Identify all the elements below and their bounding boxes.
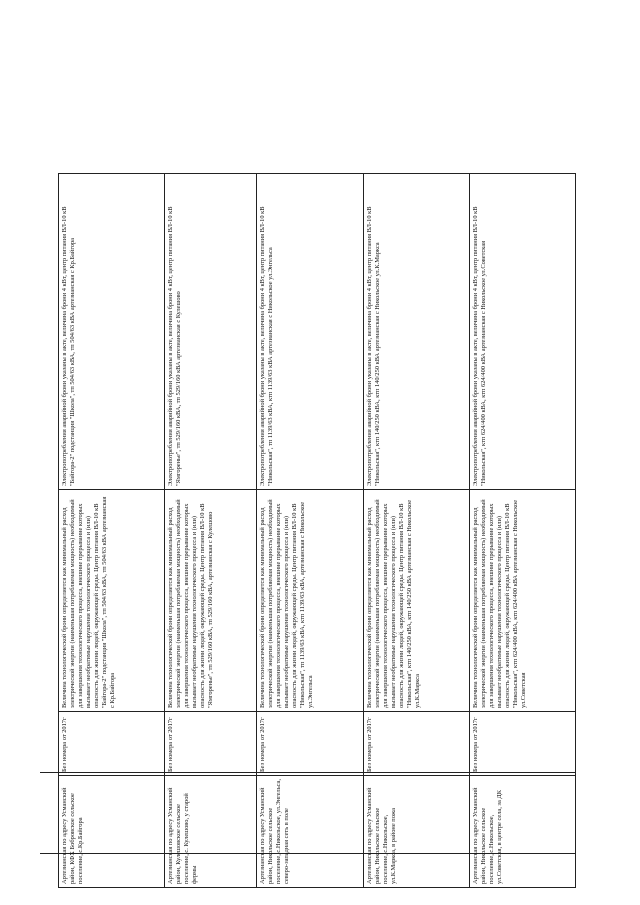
period-cell: Без номера от 2017г xyxy=(257,712,363,776)
boundary-cell: Величина технологической брони определяется как минимальный расход электрической энергии (наименьшая потребляемая мощность) необходимый для завершения технологического процесса, внешние прерывание которых вызывает необратимые нарушения технологического процесса и (или) опасность для жизни людей, окружающей среды. Центр питания ВЛ-10 кВ "Никольская", тп 1139/63 кВА, ктп 1139/63 кВА, артезианская с Никольское ул.Энгельса xyxy=(257,490,363,712)
period-cell: Без номера от 2017г xyxy=(59,712,165,776)
object-cell: Артезианская по адресу Усманский район, Никольское сельское поселение, с.Никольское, ул.Советская, в центре села, за ДК xyxy=(469,776,575,888)
table-row xyxy=(165,174,257,888)
armor-table xyxy=(58,173,576,888)
table-row xyxy=(257,174,363,888)
rotated-table xyxy=(58,174,576,888)
period-cell: Без номера от 2017г xyxy=(469,712,575,776)
object-cell: Артезианская по адресу Усманский район, Кулешовское сельское поселение, с. Кулешово, у старой фермы xyxy=(165,776,257,888)
armor-cell: Электропотребления аварийной брони указаны в акте, величина брони 4 кВт, центр питания ВЛ-10 кВ "Никольская", тп 1139/63 кВА, ктп 1139/63 кВА артезианская с Никольское ул.Энгельса xyxy=(257,174,363,490)
boundary-cell: Величина технологической брони определяется как минимальный расход электрической энергии (наименьшая потребляемая мощность) необходимый для завершения технологического процесса, внешние прерывание которых вызывает необратимые нарушения технологического процесса и (или) опасность для жизни людей, окружающей среды. Центр питания ВЛ-10 кВ "Никольская", ктп 624/400 кВА, ктп 624/400 кВА артезианская с Никольское ул.Советская xyxy=(469,490,575,712)
boundary-cell: Величина технологической брони определяется как минимальный расход электрической энергии (наименьшая потребляемая мощность) необходимый для завершения технологического процесса, внешние прерывание которых вызывает необратимые нарушения технологического процесса и (или) опасность для жизни людей, окружающей среды. Центр питания ВЛ-10 кВ "Ямгоренье", тп 529/160 кВА, тп 529/160 кВА, артезианская с Кулешово xyxy=(165,490,257,712)
period-cell: Без номера от 2017г xyxy=(363,712,469,776)
boundary-cell: Величина технологической брони определяется как минимальный расход электрической энергии (наименьшая потребляемая мощность) необходимый для завершения технологического процесса, внешние прерывание которых вызывает необратимые нарушения технологического процесса и (или) опасность для жизни людей, окружающей среды. Центр питания ВЛ-10 кВ "Байгора-2" подстанция "Школа", тп 504/63 кВА, тп 504/63 кВА артезианская с Кр.Байгора xyxy=(59,490,165,712)
armor-cell: Электропотребления аварийной брони указаны в акте, величина брони 4 кВт, центр питания ВЛ-10 кВ "Ямгоренье", тп 529/160 кВА, тп 529/160 кВА артезианская с Кулешово xyxy=(165,174,257,490)
armor-cell: Электропотребления аварийной брони указаны в акте, величина брони 4 кВт, центр питания ВЛ-10 кВ "Никольская", ктп 140/250 кВА, ктп 140/250 кВА артезианская с Никольское ул.К.Маркса xyxy=(363,174,469,490)
boundary-cell: Величина технологической брони определяется как минимальный расход электрической энергии (наименьшая потребляемая мощность) необходимый для завершения технологического процесса, внешние прерывание которых вызывает необратимые нарушения технологического процесса и (или) опасность для жизни людей, окружающей среды. Центр питания ВЛ-10 кВ "Никольская", ктп 140/250 кВА, ктп 140/250 кВА артезианская с Никольское ул.К.Маркса xyxy=(363,490,469,712)
table-row xyxy=(59,174,165,888)
object-cell: Артезианская по адресу Усманский район, Никольское сельское поселение, с.Никольское, ул.К.Маркса, в районе пожа xyxy=(363,776,469,888)
period-cell: Без номера от 2017г xyxy=(165,712,257,776)
table-row xyxy=(469,174,575,888)
table-row xyxy=(363,174,469,888)
object-cell: Артезианская по адресу Усманский район, Никольское сельское поселение, с.Никольское, ул.Энгельса, северо-западная сеть в поле xyxy=(257,776,363,888)
object-cell: Артезианская по адресу Усманский район, КФХ Бобровское сельское поселение, с.Кр.Байгора xyxy=(59,776,165,888)
armor-cell: Электропотребления аварийной брони указаны в акте, величина брони 4 кВт, центр питания ВЛ-10 кВ "Никольская", ктп 624/400 кВА, ктп 624/400 кВА артезианская с Никольское ул.Советская xyxy=(469,174,575,490)
armor-cell: Электропотребления аварийной брони указаны в акте, величина брони 4 кВт, центр питания ВЛ-10 кВ "Байгора-2" подстанция "Школа", тп 504/63 кВА, тп 504/63 кВА артезианская с Кр.Байгора xyxy=(59,174,165,490)
